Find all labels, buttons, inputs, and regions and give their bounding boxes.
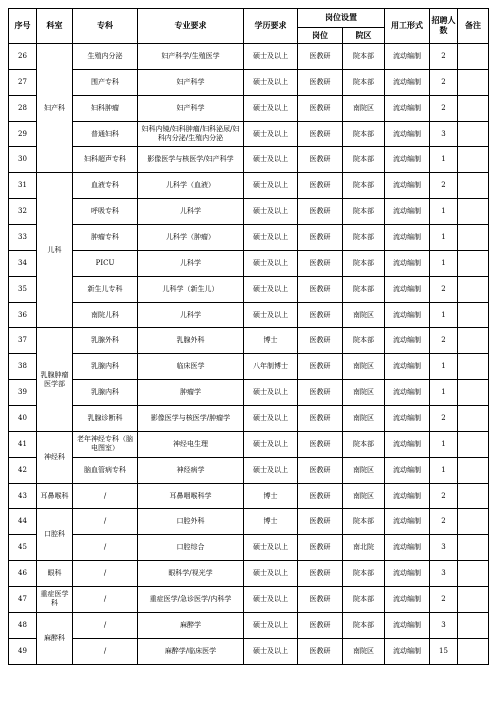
cell-major: 影像医学与核医学/妇产科学: [138, 147, 244, 173]
cell-campus: 院本部: [343, 431, 385, 457]
cell-employment: 流动编制: [385, 276, 430, 302]
cell-campus: 院本部: [343, 121, 385, 147]
cell-remark: [458, 250, 489, 276]
header-employment: 用工形式: [385, 9, 430, 44]
cell-employment: 流动编制: [385, 509, 430, 535]
cell-campus: 南北院: [343, 535, 385, 561]
cell-degree: 八年制博士: [244, 354, 298, 380]
cell-campus: 南院区: [343, 354, 385, 380]
cell-specialty: 乳腺诊断科: [73, 406, 138, 432]
cell-major: 口腔外科: [138, 509, 244, 535]
cell-specialty: PICU: [73, 250, 138, 276]
cell-count: 1: [430, 147, 458, 173]
cell-campus: 院本部: [343, 199, 385, 225]
cell-employment: 流动编制: [385, 483, 430, 509]
table-header: [9, 9, 489, 44]
cell-post: 医教研: [298, 612, 343, 638]
cell-post: 医教研: [298, 354, 343, 380]
cell-specialty: 脑血管病专科: [73, 457, 138, 483]
header-degree: 学历要求: [244, 9, 298, 44]
cell-major: 妇产科学/生殖医学: [138, 44, 244, 70]
cell-employment: 流动编制: [385, 354, 430, 380]
cell-campus: 院本部: [343, 276, 385, 302]
cell-count: 3: [430, 561, 458, 587]
cell-post: 医教研: [298, 587, 343, 613]
cell-dept: 神经科: [37, 431, 73, 483]
cell-major: 妇产科学: [138, 95, 244, 121]
cell-major: 麻醉学: [138, 612, 244, 638]
cell-count: 3: [430, 121, 458, 147]
cell-major: 临床医学: [138, 354, 244, 380]
cell-degree: 硕士及以上: [244, 638, 298, 664]
cell-post: 医教研: [298, 276, 343, 302]
cell-major: 肿瘤学: [138, 380, 244, 406]
cell-count: 1: [430, 431, 458, 457]
cell-post: 医教研: [298, 121, 343, 147]
cell-remark: [458, 147, 489, 173]
cell-specialty: 肿瘤专科: [73, 225, 138, 251]
cell-employment: 流动编制: [385, 69, 430, 95]
cell-dept: 耳鼻喉科: [37, 483, 73, 509]
table-row: [9, 225, 489, 251]
cell-degree: 硕士及以上: [244, 250, 298, 276]
cell-specialty: 围产专科: [73, 69, 138, 95]
cell-major: 儿科学（血液）: [138, 173, 244, 199]
cell-remark: [458, 561, 489, 587]
cell-specialty: /: [73, 612, 138, 638]
cell-no: 41: [9, 431, 37, 457]
header-post-setting: 岗位设置: [298, 9, 385, 28]
table-row: [9, 535, 489, 561]
cell-degree: 硕士及以上: [244, 199, 298, 225]
cell-degree: 硕士及以上: [244, 302, 298, 328]
cell-no: 29: [9, 121, 37, 147]
table-body: [9, 44, 489, 665]
cell-major: 重症医学/急诊医学/内科学: [138, 587, 244, 613]
cell-employment: 流动编制: [385, 380, 430, 406]
cell-count: 1: [430, 302, 458, 328]
table-row: [9, 612, 489, 638]
cell-employment: 流动编制: [385, 561, 430, 587]
cell-no: 32: [9, 199, 37, 225]
cell-count: 2: [430, 328, 458, 354]
cell-post: 医教研: [298, 328, 343, 354]
cell-post: 医教研: [298, 431, 343, 457]
cell-dept: 妇产科: [37, 44, 73, 173]
cell-specialty: 普通妇科: [73, 121, 138, 147]
table-row: [9, 44, 489, 70]
cell-major: 眼科学/视光学: [138, 561, 244, 587]
cell-degree: 硕士及以上: [244, 69, 298, 95]
cell-campus: 院本部: [343, 587, 385, 613]
cell-campus: 院本部: [343, 225, 385, 251]
cell-no: 43: [9, 483, 37, 509]
cell-remark: [458, 535, 489, 561]
cell-count: 2: [430, 173, 458, 199]
cell-major: 耳鼻咽喉科学: [138, 483, 244, 509]
table-row: [9, 199, 489, 225]
cell-specialty: 乳腺内科: [73, 354, 138, 380]
table-row: [9, 638, 489, 664]
cell-count: 2: [430, 509, 458, 535]
cell-no: 37: [9, 328, 37, 354]
cell-remark: [458, 121, 489, 147]
cell-specialty: /: [73, 509, 138, 535]
cell-campus: 院本部: [343, 44, 385, 70]
cell-major: 口腔综合: [138, 535, 244, 561]
cell-campus: 院本部: [343, 173, 385, 199]
header-post: 岗位: [298, 28, 343, 44]
table-row: [9, 354, 489, 380]
cell-specialty: 生殖内分泌: [73, 44, 138, 70]
cell-post: 医教研: [298, 535, 343, 561]
cell-dept: 口腔科: [37, 509, 73, 561]
cell-remark: [458, 199, 489, 225]
cell-specialty: 乳腺外科: [73, 328, 138, 354]
cell-remark: [458, 587, 489, 613]
cell-campus: 南院区: [343, 406, 385, 432]
cell-specialty: 南院儿科: [73, 302, 138, 328]
cell-employment: 流动编制: [385, 328, 430, 354]
cell-employment: 流动编制: [385, 406, 430, 432]
cell-specialty: /: [73, 535, 138, 561]
cell-remark: [458, 457, 489, 483]
cell-employment: 流动编制: [385, 612, 430, 638]
cell-post: 医教研: [298, 561, 343, 587]
cell-remark: [458, 302, 489, 328]
cell-post: 医教研: [298, 483, 343, 509]
cell-remark: [458, 431, 489, 457]
cell-specialty: /: [73, 587, 138, 613]
cell-employment: 流动编制: [385, 638, 430, 664]
cell-degree: 硕士及以上: [244, 457, 298, 483]
cell-post: 医教研: [298, 173, 343, 199]
cell-post: 医教研: [298, 406, 343, 432]
cell-degree: 硕士及以上: [244, 276, 298, 302]
cell-post: 医教研: [298, 638, 343, 664]
cell-degree: 硕士及以上: [244, 535, 298, 561]
cell-count: 1: [430, 225, 458, 251]
cell-major: 妇科内镜/妇科肿瘤/妇科泌尿/妇科内分泌/生殖内分泌: [138, 121, 244, 147]
table-row: [9, 173, 489, 199]
cell-employment: 流动编制: [385, 199, 430, 225]
cell-employment: 流动编制: [385, 44, 430, 70]
table-row: [9, 483, 489, 509]
cell-remark: [458, 44, 489, 70]
cell-employment: 流动编制: [385, 225, 430, 251]
cell-degree: 硕士及以上: [244, 612, 298, 638]
cell-dept: 眼科: [37, 561, 73, 587]
cell-employment: 流动编制: [385, 431, 430, 457]
cell-count: 1: [430, 380, 458, 406]
table-row: [9, 380, 489, 406]
cell-major: 儿科学: [138, 250, 244, 276]
cell-remark: [458, 95, 489, 121]
cell-major: 儿科学（肿瘤）: [138, 225, 244, 251]
cell-specialty: /: [73, 561, 138, 587]
cell-campus: 南院区: [343, 302, 385, 328]
cell-no: 45: [9, 535, 37, 561]
cell-no: 31: [9, 173, 37, 199]
cell-employment: 流动编制: [385, 457, 430, 483]
cell-major: 麻醉学/临床医学: [138, 638, 244, 664]
cell-campus: 南院区: [343, 457, 385, 483]
cell-post: 医教研: [298, 69, 343, 95]
cell-degree: 博士: [244, 328, 298, 354]
cell-no: 42: [9, 457, 37, 483]
header-specialty: 专科: [73, 9, 138, 44]
cell-post: 医教研: [298, 225, 343, 251]
cell-degree: 硕士及以上: [244, 225, 298, 251]
table-row: [9, 95, 489, 121]
cell-remark: [458, 276, 489, 302]
cell-major: 神经电生理: [138, 431, 244, 457]
cell-remark: [458, 612, 489, 638]
cell-count: 2: [430, 95, 458, 121]
cell-specialty: 乳腺内科: [73, 380, 138, 406]
cell-campus: 南院区: [343, 483, 385, 509]
cell-no: 38: [9, 354, 37, 380]
cell-remark: [458, 354, 489, 380]
cell-no: 49: [9, 638, 37, 664]
cell-specialty: 老年神经专科（脑电图室）: [73, 431, 138, 457]
cell-specialty: 新生儿专科: [73, 276, 138, 302]
cell-remark: [458, 509, 489, 535]
cell-no: 30: [9, 147, 37, 173]
cell-specialty: 妇科肿瘤: [73, 95, 138, 121]
cell-dept: 麻醉科: [37, 612, 73, 664]
cell-degree: 博士: [244, 483, 298, 509]
cell-degree: 博士: [244, 509, 298, 535]
cell-remark: [458, 638, 489, 664]
cell-campus: 南院区: [343, 638, 385, 664]
cell-count: 1: [430, 457, 458, 483]
cell-campus: 院本部: [343, 561, 385, 587]
cell-dept: 儿科: [37, 173, 73, 328]
cell-campus: 院本部: [343, 328, 385, 354]
header-count: 招聘人数: [430, 9, 458, 44]
table-row: [9, 69, 489, 95]
cell-remark: [458, 69, 489, 95]
cell-no: 27: [9, 69, 37, 95]
table-row: [9, 509, 489, 535]
cell-post: 医教研: [298, 509, 343, 535]
table-row: [9, 302, 489, 328]
table-row: [9, 276, 489, 302]
cell-count: 3: [430, 612, 458, 638]
header-dept: 科室: [37, 9, 73, 44]
cell-employment: 流动编制: [385, 302, 430, 328]
cell-major: 儿科学: [138, 199, 244, 225]
table-row: [9, 406, 489, 432]
cell-campus: 院本部: [343, 147, 385, 173]
cell-specialty: /: [73, 638, 138, 664]
cell-no: 46: [9, 561, 37, 587]
table-row: [9, 431, 489, 457]
cell-degree: 硕士及以上: [244, 431, 298, 457]
cell-remark: [458, 483, 489, 509]
table-row: [9, 147, 489, 173]
table-row: [9, 328, 489, 354]
cell-no: 40: [9, 406, 37, 432]
cell-count: 2: [430, 483, 458, 509]
cell-post: 医教研: [298, 457, 343, 483]
cell-employment: 流动编制: [385, 121, 430, 147]
cell-major: 儿科学: [138, 302, 244, 328]
cell-employment: 流动编制: [385, 173, 430, 199]
cell-degree: 硕士及以上: [244, 561, 298, 587]
cell-count: 2: [430, 406, 458, 432]
cell-count: 2: [430, 69, 458, 95]
cell-specialty: 呼吸专科: [73, 199, 138, 225]
recruitment-table: [8, 8, 489, 665]
cell-count: 1: [430, 250, 458, 276]
cell-campus: 南院区: [343, 95, 385, 121]
cell-campus: 南院区: [343, 380, 385, 406]
cell-count: 2: [430, 587, 458, 613]
header-campus: 院区: [343, 28, 385, 44]
cell-employment: 流动编制: [385, 147, 430, 173]
table-row: [9, 457, 489, 483]
cell-employment: 流动编制: [385, 535, 430, 561]
cell-no: 35: [9, 276, 37, 302]
cell-count: 1: [430, 354, 458, 380]
cell-major: 妇产科学: [138, 69, 244, 95]
cell-remark: [458, 173, 489, 199]
header-major: 专业要求: [138, 9, 244, 44]
cell-no: 34: [9, 250, 37, 276]
cell-dept: 重症医学科: [37, 587, 73, 613]
cell-degree: 硕士及以上: [244, 380, 298, 406]
cell-post: 医教研: [298, 199, 343, 225]
cell-count: 15: [430, 638, 458, 664]
cell-no: 48: [9, 612, 37, 638]
cell-degree: 硕士及以上: [244, 95, 298, 121]
header-remark: 备注: [458, 9, 489, 44]
cell-major: 神经病学: [138, 457, 244, 483]
cell-remark: [458, 406, 489, 432]
cell-post: 医教研: [298, 380, 343, 406]
cell-count: 2: [430, 276, 458, 302]
cell-campus: 院本部: [343, 69, 385, 95]
cell-major: 乳腺外科: [138, 328, 244, 354]
cell-no: 36: [9, 302, 37, 328]
cell-campus: 院本部: [343, 250, 385, 276]
cell-no: 28: [9, 95, 37, 121]
cell-remark: [458, 225, 489, 251]
cell-remark: [458, 380, 489, 406]
cell-post: 医教研: [298, 302, 343, 328]
table-row: [9, 121, 489, 147]
cell-degree: 硕士及以上: [244, 44, 298, 70]
cell-major: 儿科学（新生儿）: [138, 276, 244, 302]
cell-specialty: /: [73, 483, 138, 509]
cell-employment: 流动编制: [385, 587, 430, 613]
cell-count: 2: [430, 44, 458, 70]
cell-specialty: 妇科超声专科: [73, 147, 138, 173]
cell-campus: 院本部: [343, 612, 385, 638]
cell-no: 26: [9, 44, 37, 70]
table-row: [9, 561, 489, 587]
cell-post: 医教研: [298, 44, 343, 70]
cell-campus: 院本部: [343, 509, 385, 535]
cell-post: 医教研: [298, 95, 343, 121]
cell-no: 47: [9, 587, 37, 613]
cell-post: 医教研: [298, 147, 343, 173]
cell-no: 33: [9, 225, 37, 251]
cell-post: 医教研: [298, 250, 343, 276]
cell-degree: 硕士及以上: [244, 406, 298, 432]
cell-degree: 硕士及以上: [244, 121, 298, 147]
cell-major: 影像医学与核医学/肿瘤学: [138, 406, 244, 432]
cell-count: 1: [430, 199, 458, 225]
cell-remark: [458, 328, 489, 354]
cell-degree: 硕士及以上: [244, 173, 298, 199]
cell-specialty: 血液专科: [73, 173, 138, 199]
cell-degree: 硕士及以上: [244, 587, 298, 613]
table-row: [9, 250, 489, 276]
table-row: [9, 587, 489, 613]
cell-no: 44: [9, 509, 37, 535]
cell-employment: 流动编制: [385, 95, 430, 121]
cell-no: 39: [9, 380, 37, 406]
header-no: 序号: [9, 9, 37, 44]
cell-employment: 流动编制: [385, 250, 430, 276]
cell-degree: 硕士及以上: [244, 147, 298, 173]
cell-count: 3: [430, 535, 458, 561]
cell-dept: 乳腺肿瘤医学部: [37, 328, 73, 431]
